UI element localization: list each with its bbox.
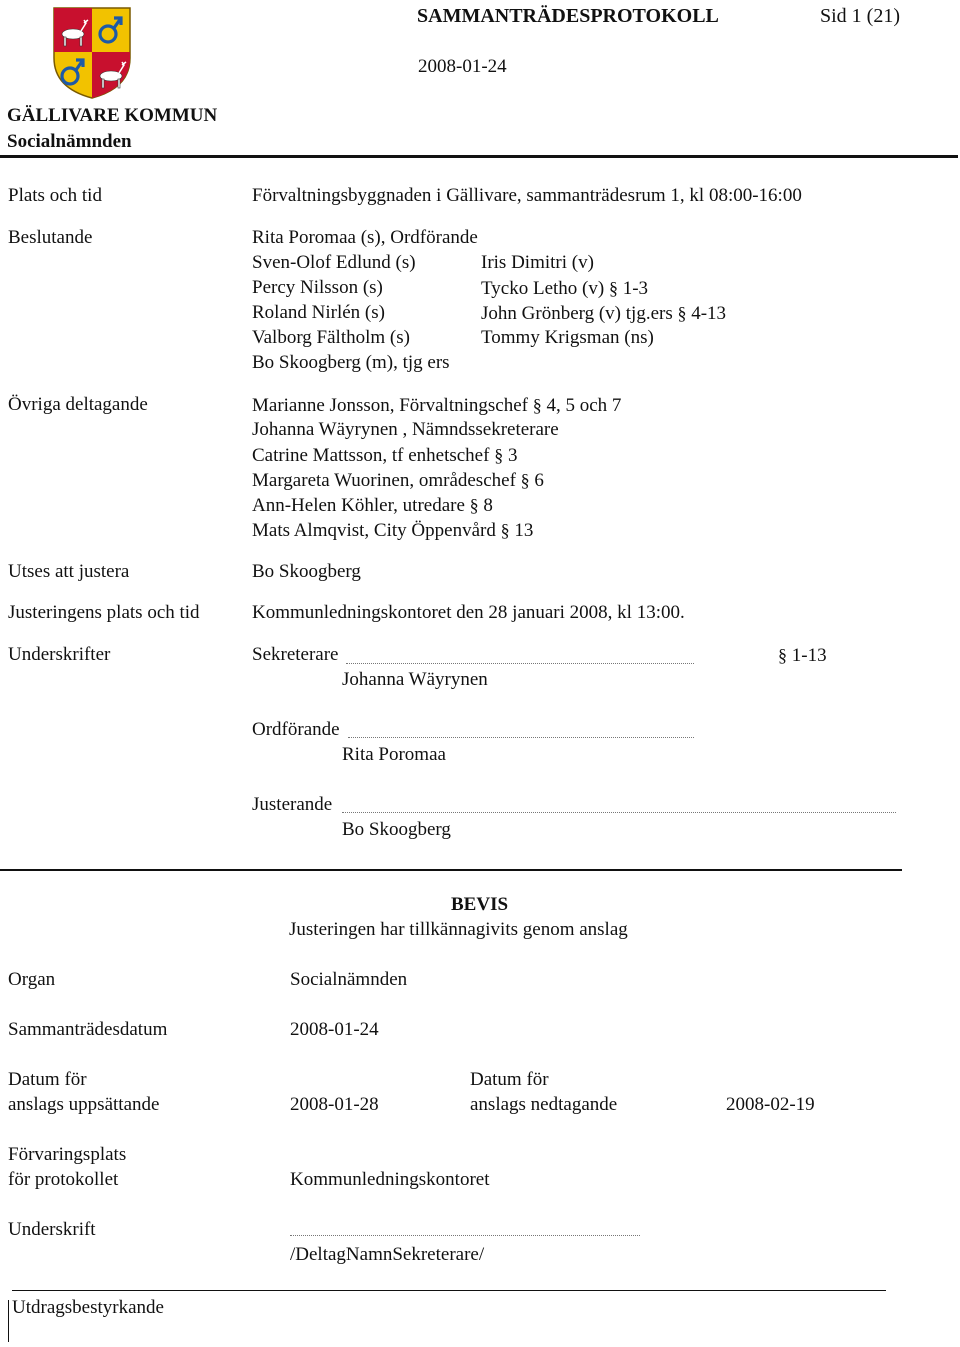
other-participant: Margareta Wuorinen, områdeschef § 6 <box>252 470 544 491</box>
chair-role: Ordförande <box>252 719 340 740</box>
posting-date-value: 2008-01-28 <box>290 1094 379 1115</box>
paragraph-sign-icon: § <box>532 395 542 415</box>
storage-value: Kommunledningskontoret <box>290 1169 490 1190</box>
deciding-member: Tommy Krigsman (ns) <box>481 327 654 348</box>
paragraph-sign-icon: § <box>520 470 530 490</box>
other-participant: Catrine Mattsson, tf enhetschef § 3 <box>252 445 518 466</box>
signatures-label: Underskrifter <box>8 644 111 665</box>
deciding-member: Iris Dimitri (v) <box>481 252 594 273</box>
signature-line <box>346 663 694 664</box>
footer-divider <box>12 1290 886 1291</box>
paragraph-sign-icon: § <box>500 520 510 540</box>
signature-line <box>342 812 896 813</box>
signature-line <box>290 1235 640 1236</box>
other-participant: Marianne Jonsson, Förvaltningschef § 4, 5 och 7 <box>252 395 622 416</box>
other-participant: Ann-Helen Köhler, utredare § 8 <box>252 495 493 516</box>
extract-certification-label: Utdragsbestyrkande <box>12 1297 164 1318</box>
place-label: Plats och tid <box>8 185 102 206</box>
deciding-member: Tycko Letho (v) § 1-3 <box>481 278 649 299</box>
signature-value: /DeltagNamnSekreterare/ <box>290 1244 485 1265</box>
meeting-date: 2008-01-24 <box>418 56 507 77</box>
committee-name: Socialnämnden <box>7 131 132 152</box>
deciding-member: Roland Nirlén (s) <box>252 302 385 323</box>
removal-date-label: anslags nedtagande <box>470 1094 618 1115</box>
storage-label: Förvaringsplats <box>8 1144 127 1165</box>
others-label: Övriga deltagande <box>8 394 148 415</box>
signature-label: Underskrift <box>8 1219 96 1240</box>
adjuster-value: Bo Skoogberg <box>252 561 361 582</box>
paragraph-sign-icon: § <box>608 278 618 298</box>
paragraph-sign-icon: § <box>778 645 787 665</box>
deciding-member: Sven-Olof Edlund (s) <box>252 252 416 273</box>
posting-date-label: Datum för <box>8 1069 87 1090</box>
posting-date-label: anslags uppsättande <box>8 1094 160 1115</box>
secretary-name: Johanna Wäyrynen <box>342 669 488 690</box>
meeting-date-value: 2008-01-24 <box>290 1019 379 1040</box>
section-divider <box>0 869 902 871</box>
adjust-place-label: Justeringens plats och tid <box>8 602 200 623</box>
removal-date-value: 2008-02-19 <box>726 1094 815 1115</box>
deciding-member: Percy Nilsson (s) <box>252 277 383 298</box>
adjuster-role: Justerande <box>252 794 333 815</box>
chair-name: Rita Poromaa <box>342 744 446 765</box>
deciding-label: Beslutande <box>8 227 93 248</box>
deciding-member: Valborg Fältholm (s) <box>252 327 410 348</box>
paragraph-sign-icon: § <box>469 495 479 515</box>
meeting-date-label: Sammanträdesdatum <box>8 1019 168 1040</box>
place-value: Förvaltningsbyggnaden i Gällivare, sammanträdesrum 1, kl 08:00-16:00 <box>252 185 802 206</box>
certificate-subtitle: Justeringen har tillkännagivits genom anslag <box>289 919 628 940</box>
deciding-member: Bo Skoogberg (m), tjg ers <box>252 352 450 373</box>
adjuster-name: Bo Skoogberg <box>342 819 451 840</box>
certificate-title: BEVIS <box>451 894 509 915</box>
organ-value: Socialnämnden <box>290 969 408 990</box>
footer-border <box>8 1300 9 1342</box>
adjuster-label: Utses att justera <box>8 561 130 582</box>
secretary-role: Sekreterare <box>252 644 339 665</box>
storage-label: för protokollet <box>8 1169 119 1190</box>
paragraph-sign-icon: § <box>677 303 687 323</box>
paragraph-sign-icon: § <box>494 445 504 465</box>
organ-label: Organ <box>8 969 56 990</box>
deciding-chair: Rita Poromaa (s), Ordförande <box>252 227 478 248</box>
other-participant: Johanna Wäyrynen , Nämndssekreterare <box>252 419 559 440</box>
removal-date-label: Datum för <box>470 1069 549 1090</box>
municipal-crest-icon <box>50 4 134 100</box>
signature-line <box>348 737 694 738</box>
header-divider <box>0 155 958 158</box>
municipality-name: GÄLLIVARE KOMMUN <box>7 105 218 126</box>
secretary-paragraphs: § 1-13 <box>778 645 827 666</box>
page-number: Sid 1 (21) <box>820 5 900 27</box>
adjust-place-value: Kommunledningskontoret den 28 januari 2008, kl 13:00. <box>252 602 685 623</box>
deciding-member: John Grönberg (v) tjg.ers § 4-13 <box>481 303 727 324</box>
document-title: SAMMANTRÄDESPROTOKOLL <box>417 5 719 27</box>
other-participant: Mats Almqvist, City Öppenvård § 13 <box>252 520 534 541</box>
